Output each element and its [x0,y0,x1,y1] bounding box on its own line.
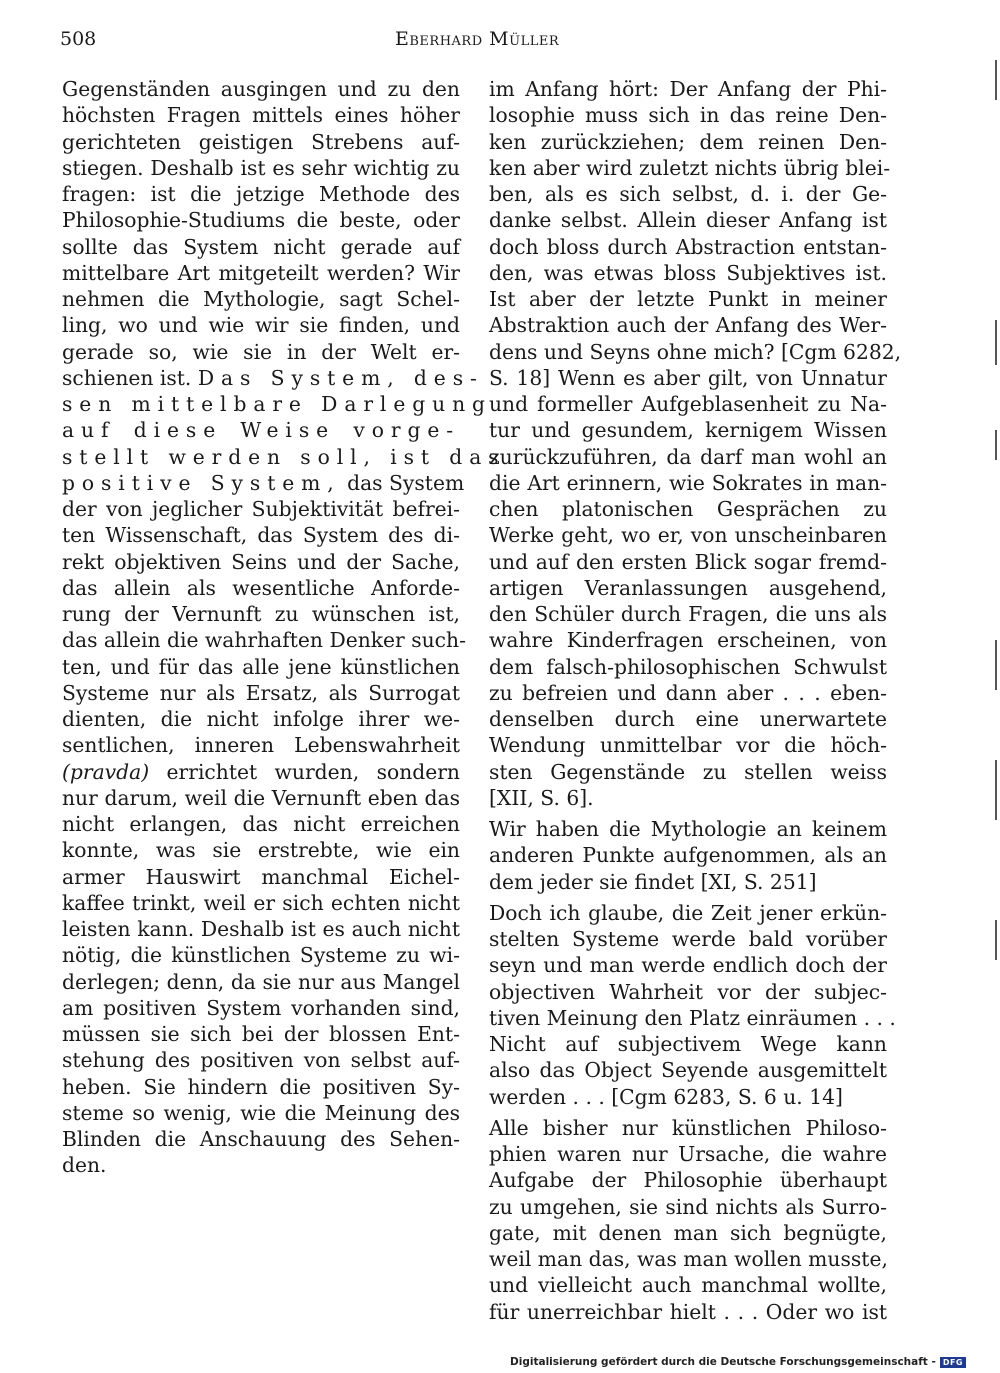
scan-edge-mark [995,60,997,100]
text-line: Nicht auf subjectivem Wege kann [489,1032,887,1056]
running-head: Eberhard Müller [395,28,560,50]
text-line: wahre Kinderfragen erscheinen, von [489,628,887,653]
scan-edge-mark [995,320,997,365]
text-line: Aufgabe der Philosophie überhaupt [489,1168,887,1193]
text-line: den, was etwas bloss Subjektives ist. [489,260,887,285]
text-line: [XII, S. 6]. [489,785,594,810]
text-line: gerade so, wie sie in der Welt er- [62,339,460,364]
text-line: nur darum, weil die Vernunft eben das [62,785,460,810]
text-line: steme so wenig, wie die Meinung des [62,1100,460,1125]
text-line: doch bloss durch Abstraction entstan- [489,234,887,259]
text-line: Doch ich glaube, die Zeit jener erkün- [489,900,887,925]
text-line: am positiven System vorhanden sind, [62,995,460,1020]
text-line: dem jeder sie findet [XI, S. 251] [489,869,817,894]
footer-text: Digitalisierung gefördert durch die Deutsche Forschungsgemeinschaft - [510,1356,936,1368]
text-line: stehung des positiven von selbst auf- [62,1048,460,1073]
text-line: rung der Vernunft zu wünschen ist, [62,602,460,626]
text-line: und formeller Aufgeblasenheit zu Na- [489,392,887,416]
text-line: Ist aber der letzte Punkt in meiner [489,287,887,311]
text-line: denselben durch eine unerwartete [489,707,887,731]
text-line: sten Gegenstände zu stellen weiss [489,759,887,784]
text-line: Werke geht, wo er, von unscheinbaren [489,523,887,548]
text-line: Wir haben die Mythologie an keinem [489,817,887,841]
text-line: tur und gesundem, kernigem Wissen [489,418,887,443]
text-line: Wendung unmittelbar vor die höch- [489,733,887,758]
text-line: im Anfang hört: Der Anfang der Phi- [489,77,887,101]
text-line: ken aber wird zuletzt nichts übrig blei- [489,155,891,180]
page-number: 508 [60,28,97,50]
text-line: das allein als wesentliche Anforde- [62,575,460,600]
text-line: armer Hauswirt manchmal Eichel- [62,864,460,889]
scan-edge-mark [995,640,997,690]
text-line: nehmen die Mythologie, sagt Schel- [62,287,460,311]
text-line: ling, wo und wie wir sie finden, und [62,313,460,338]
text-line: derlegen; denn, da sie nur aus Mangel [62,969,460,994]
text-line: rekt objektiven Seins und der Sache, [62,549,460,574]
dfg-logo: DFG [940,1357,966,1368]
text-line: artigen Veranlassungen ausgehend, [489,575,887,600]
text-line: sollte das System nicht gerade auf [62,234,460,259]
text-line: also das Object Seyende ausgemittelt [489,1058,887,1083]
text-line: phien waren nur Ursache, die wahre [489,1142,887,1166]
text-line: (pravda) errichtet wurden, sondern [62,759,460,784]
text-line: S. 18] Wenn es aber gilt, von Unnatur [489,365,887,390]
text-line: konnte, was sie erstrebte, wie ein [62,838,460,863]
text-line: stelten Systeme werde bald vorüber [489,927,887,951]
text-line: und auf den ersten Blick sogar fremd- [489,549,887,574]
text-line: zu umgehen, sie sind nichts als Surro- [489,1194,887,1219]
text-line: heben. Sie hindern die positiven Sy- [62,1074,460,1099]
text-line: und vielleicht auch manchmal wollte, [489,1273,887,1298]
text-line: zu befreien und dann aber . . . eben- [489,680,887,705]
text-line: fragen: ist die jetzige Methode des [62,182,460,206]
text-line: Abstraktion auch der Anfang des Wer- [489,313,887,338]
text-line: chen platonischen Gesprächen zu [489,497,887,521]
text-line: ken zurückziehen; dem reinen Den- [489,129,887,154]
text-line: losophie muss sich in das reine Den- [489,103,887,128]
text-line: nicht erlangen, das nicht erreichen [62,812,460,836]
text-line: ten Wissenschaft, das System des di- [62,523,460,548]
text-line: Blinden die Anschauung des Sehen- [62,1127,460,1151]
text-line: schienen ist. Das System, des- [62,365,484,390]
text-line: müssen sie sich bei der blossen Ent- [62,1022,460,1046]
text-line: den Schüler durch Fragen, die uns als [489,602,887,626]
text-line: mittelbare Art mitgeteilt werden? Wir [62,260,460,285]
text-line: positive System, das System [62,470,465,495]
footer-credit [510,1356,966,1368]
text-line: weil man das, was man wollen musste, [489,1247,888,1271]
text-line: tiven Meinung den Platz einräumen . . . [489,1005,896,1030]
text-line: sentlichen, inneren Lebenswahrheit [62,733,460,758]
text-line: kaffee trinkt, weil er sich echten nicht [62,890,460,915]
right-column [489,76,902,1325]
text-line: Systeme nur als Ersatz, als Surrogat [62,680,460,705]
text-line: danke selbst. Allein dieser Anfang ist [489,208,887,233]
scan-edge-mark [995,920,997,960]
text-line: seyn und man werde endlich doch der [489,953,887,978]
text-line: zurückzuführen, da darf man wohl an [489,444,887,469]
text-line: leisten kann. Deshalb ist es auch nicht [62,917,460,941]
text-line: höchsten Fragen mittels eines höher [62,103,460,128]
text-line: das allein die wahrhaften Denker such- [62,628,466,653]
text-line: den. [62,1153,107,1178]
text-line: nötig, die künstlichen Systeme zu wi- [62,943,460,968]
left-column [62,76,506,1179]
text-line: Alle bisher nur künstlichen Philoso- [489,1115,887,1140]
text-line: der von jeglicher Subjektivität befrei- [62,497,460,521]
scan-edge-mark [995,430,997,460]
text-line: stiegen. Deshalb ist es sehr wichtig zu [62,155,460,180]
scan-edge-mark [995,760,997,820]
text-line: werden . . . [Cgm 6283, S. 6 u. 14] [489,1084,843,1109]
text-line: sen mittelbare Darlegung [62,392,492,416]
text-line: die Art erinnern, wie Sokrates in man- [489,470,887,495]
text-line: ben, als es sich selbst, d. i. der Ge- [489,182,887,206]
text-line: gerichteten geistigen Strebens auf- [62,129,460,154]
text-line: objectiven Wahrheit vor der subjec- [489,979,887,1004]
text-line: stellt werden soll, ist das [62,444,506,469]
text-line: dienten, die nicht infolge ihrer we- [62,707,460,731]
text-line: für unerreichbar hielt . . . Oder wo ist [489,1299,887,1324]
text-line: dens und Seyns ohne mich? [Cgm 6282, [489,339,902,364]
text-line: anderen Punkte aufgenommen, als an [489,843,887,868]
text-line: ten, und für das alle jene künstlichen [62,654,460,679]
text-line: Philosophie-Studiums die beste, oder [62,208,460,233]
text-line: dem falsch-philosophischen Schwulst [489,654,887,679]
text-line: auf diese Weise vorge- [62,418,460,443]
text-line: gate, mit denen man sich begnügte, [489,1220,887,1245]
text-line: Gegenständen ausgingen und zu den [62,77,460,101]
